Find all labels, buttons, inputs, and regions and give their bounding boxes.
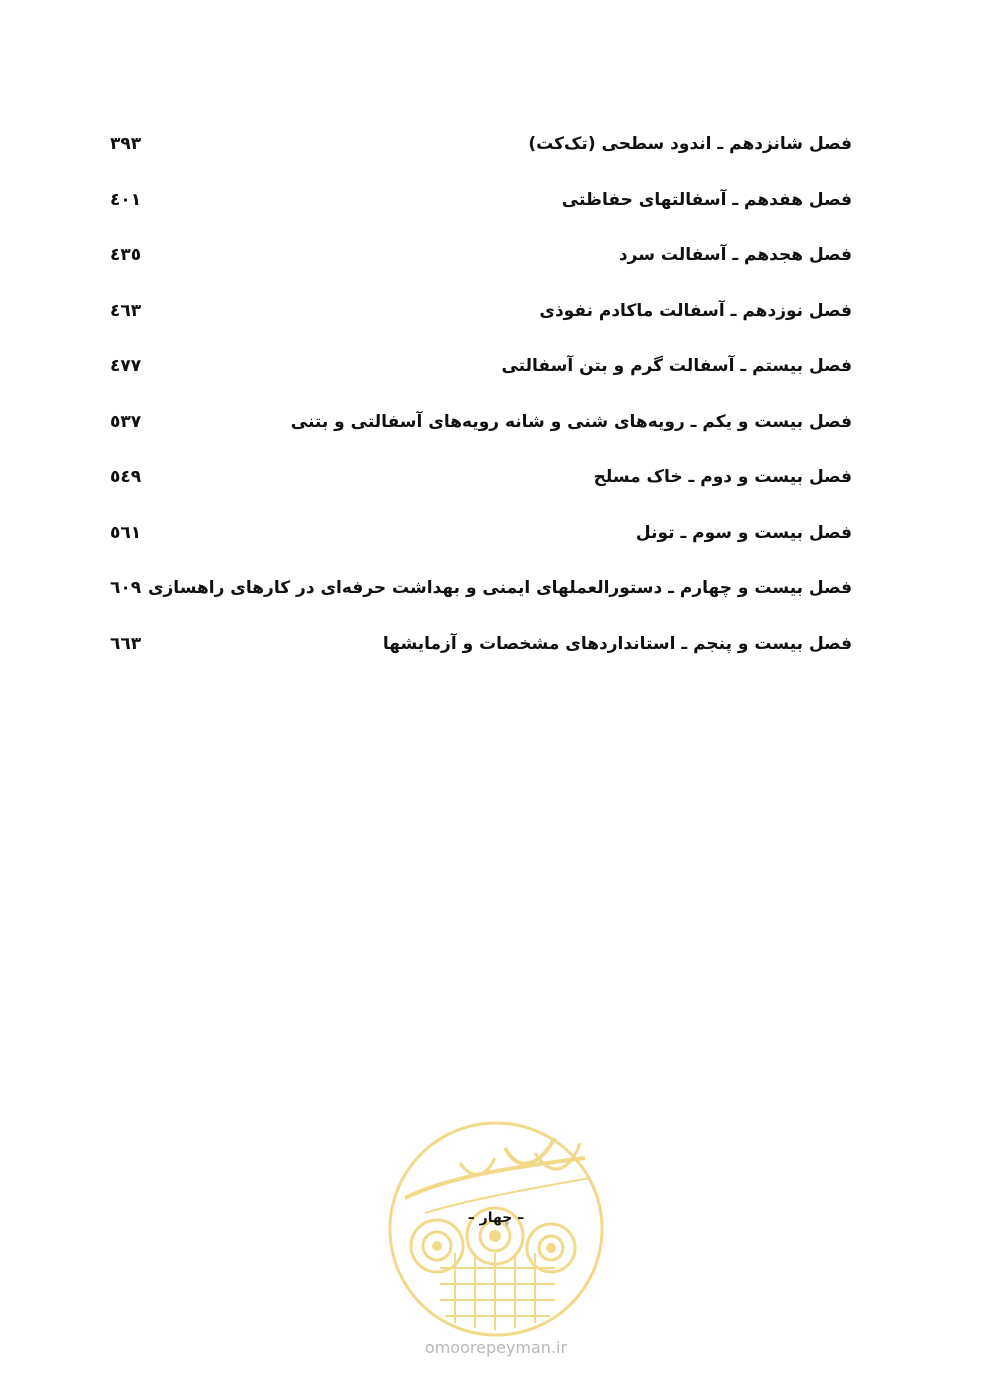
toc-entry-title: فصل هفدهم ـ آسفالتهای حفاظتی xyxy=(561,189,852,210)
toc-entry-title: فصل نوزدهم ـ آسفالت ماکادم نفوذی xyxy=(539,300,852,321)
toc-row xyxy=(110,406,852,462)
toc-row xyxy=(110,572,852,628)
toc-row xyxy=(110,184,852,240)
toc-entry-page: ٤٦٣ xyxy=(110,300,142,321)
toc-row xyxy=(110,628,852,684)
toc-row xyxy=(110,461,852,517)
watermark-logo xyxy=(385,1118,607,1340)
page-number-label: – چهار – xyxy=(467,1210,525,1226)
toc-entry-page: ٦٦٣ xyxy=(110,633,142,654)
toc-row xyxy=(110,128,852,184)
toc-entry-page: ٤٣٥ xyxy=(110,245,142,265)
toc-row xyxy=(110,295,852,351)
website-watermark: omoorepeyman.ir xyxy=(424,1338,568,1357)
toc-entry-title: فصل بیست و دوم ـ خاک مسلح xyxy=(593,467,852,487)
toc-entry-title: فصل شانزدهم ـ اندود سطحی (تک‌کت) xyxy=(528,134,852,154)
toc-row xyxy=(110,350,852,406)
toc-entry-title: فصل بیست و سوم ـ تونل xyxy=(635,522,852,543)
table-of-contents xyxy=(110,128,852,683)
toc-row xyxy=(110,517,852,573)
toc-entry-page: ٦٠٩ xyxy=(110,578,142,598)
toc-entry-title: فصل بیست و چهارم ـ دستورالعملهای ایمنی و بهداشت حرفه‌ای در کارهای راهسازی xyxy=(147,578,852,598)
toc-entry-page: ٤٠١ xyxy=(110,189,142,210)
toc-entry-title: فصل هجدهم ـ آسفالت سرد xyxy=(618,245,852,265)
toc-entry-title: فصل بیستم ـ آسفالت گرم و بتن آسفالتی xyxy=(501,356,852,376)
toc-entry-title: فصل بیست و پنجم ـ استانداردهای مشخصات و آزمایشها xyxy=(382,633,852,654)
toc-entry-title: فصل بیست و یکم ـ رویه‌های شنی و شانه رویه‌های آسفالتی و بتنی xyxy=(290,411,852,432)
toc-entry-page: ۳۹۳ xyxy=(110,134,142,154)
toc-entry-page: ٥٤٩ xyxy=(110,467,142,487)
toc-row xyxy=(110,239,852,295)
toc-entry-page: ٥٣٧ xyxy=(110,411,142,432)
toc-entry-page: ٥٦١ xyxy=(110,522,142,543)
toc-entry-page: ٤٧٧ xyxy=(110,356,142,376)
